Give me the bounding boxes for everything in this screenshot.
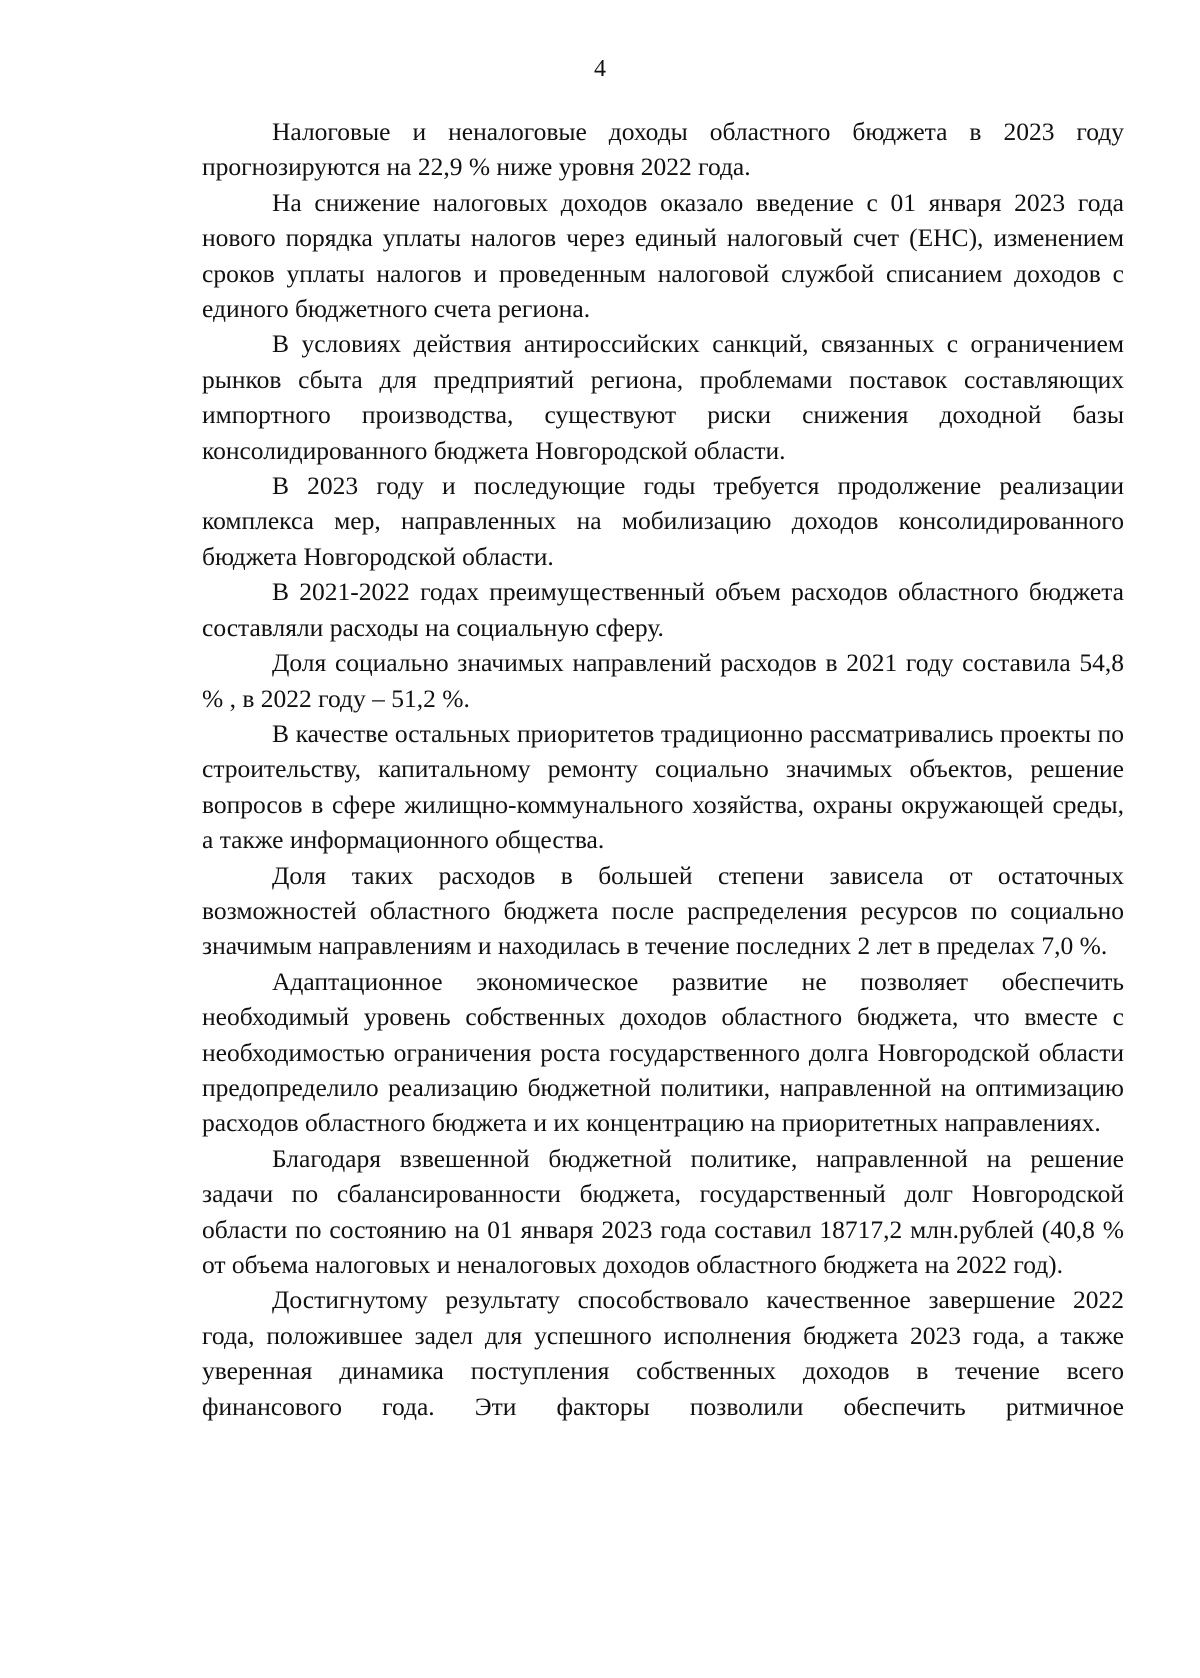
paragraph-residual-spending: Доля таких расходов в большей степени зависела от остаточных возможностей областного бюджета после распределения ресурсов по социально значимым направлениям и находилась в течение последних 2 лет в пределах 7,0 %. bbox=[202, 860, 1124, 961]
paragraph-adaptive-development: Адаптационное экономическое развитие не позволяет обеспечить необходимый уровень собственных доходов областного бюджета, что вместе с необходимостью ограничения роста государственного долга Новгородской области предопределило реализацию бюджетной политики, направленной на оптимизацию расходов областного бюджета и их концентрацию на приоритетных направлениях. bbox=[202, 966, 1124, 1138]
paragraph-social-spending: В 2021-2022 годах преимущественный объем расходов областного бюджета составляли расходы на социальную сферу. bbox=[202, 577, 1124, 642]
page-number: 4 bbox=[594, 56, 606, 82]
paragraph-result-factors: Достигнутому результату способствовало качественное завершение 2022 года, положившее задел для успешного исполнения бюджета 2023 года, а также уверенная динамика поступления собственных доходов в течение всего финансового года. Эти факторы позволили обеспечить ритмичное bbox=[202, 1285, 1124, 1421]
document-body bbox=[202, 114, 1124, 1424]
paragraph-social-share: Доля социально значимых направлений расходов в 2021 году составила 54,8 % , в 2022 году – 51,2 %. bbox=[202, 648, 1124, 713]
paragraph-sanctions-risks: В условиях действия антироссийских санкций, связанных с ограничением рынков сбыта для предприятий региона, проблемами поставок составляющих импортного производства, существуют риски снижения доходной базы консолидированного бюджета Новгородской области. bbox=[202, 329, 1124, 465]
paragraph-tax-income-decrease: На снижение налоговых доходов оказало введение с 01 января 2023 года нового порядка уплаты налогов через единый налоговый счет (ЕНС), изменением сроков уплаты налогов и проведенным налоговой службой списанием доходов с единого бюджетного счета региона. bbox=[202, 187, 1124, 324]
paragraph-other-priorities: В качестве остальных приоритетов традиционно рассматривались проекты по строительству, капитальному ремонту социально значимых объектов, решение вопросов в сфере жилищно-коммунального хозяйства, охраны окружающей среды, а также информационного общества. bbox=[202, 718, 1124, 855]
paragraph-income-mobilization: В 2023 году и последующие годы требуется продолжение реализации комплекса мер, направленных на мобилизацию доходов консолидированного бюджета Новгородской области. bbox=[202, 471, 1124, 571]
paragraph-state-debt: Благодаря взвешенной бюджетной политике, направленной на решение задачи по сбалансированности бюджета, государственный долг Новгородской области по состоянию на 01 января 2023 года составил 18717,2 млн.рублей (40,8 % от объема налоговых и неналоговых доходов областного бюджета на 2022 год). bbox=[202, 1143, 1124, 1279]
paragraph-tax-income-forecast: Налоговые и неналоговые доходы областного бюджета в 2023 году прогнозируются на 22,9 % ниже уровня 2022 года. bbox=[202, 117, 1124, 182]
